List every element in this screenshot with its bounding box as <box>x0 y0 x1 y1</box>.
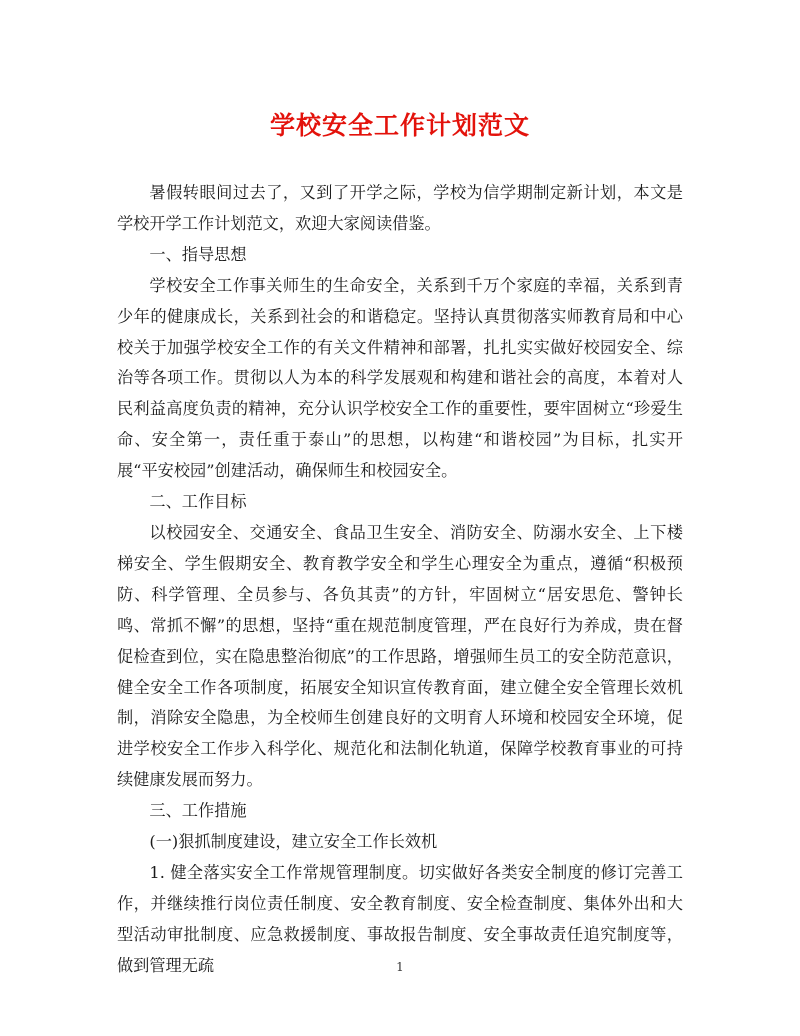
document-body <box>117 178 683 982</box>
intro-paragraph: 暑假转眼间过去了，又到了开学之际，学校为信学期制定新计划，本文是学校开学工作计划范文，欢迎大家阅读借鉴。 <box>117 183 683 233</box>
section-paragraph-guiding-ideology: 学校安全工作事关师生的生命安全，关系到千万个家庭的幸福，关系到青少年的健康成长，关系到社会的和谐稳定。坚持认真贯彻落实师教育局和中心校关于加强学校安全工作的有关文件精神和部署，扎扎实实做好校园安全、综治等各项工作。贯彻以人为本的科学发展观和构建和谐社会的高度，本着对人民利益高度负责的精神，充分认识学校安全工作的重要性，要牢固树立“珍爱生命、安全第一，责任重于泰山”的思想，以构建“和谐校园”为目标，扎实开展“平安校园”创建活动，确保师生和校园安全。 <box>117 275 683 481</box>
page-number: 1 <box>396 960 404 974</box>
section-heading-work-measures: 三、工作措施 <box>149 801 247 821</box>
section-heading-work-goals: 二、工作目标 <box>149 492 247 512</box>
section-paragraph-work-goals: 以校园安全、交通安全、食品卫生安全、消防安全、防溺水安全、上下楼梯安全、学生假期安全、教育教学安全和学生心理安全为重点，遵循“积极预防、科学管理、全员参与、各负其责”的方针，牢固树立“居安思危、警钟长鸣、常抓不懈”的思想，坚持“重在规范制度管理，严在良好行为养成，贵在督促检查到位，实在隐患整治彻底”的工作思路，增强师生员工的安全防范意识，健全安全工作各项制度，拓展安全知识宣传教育面，建立健全安全管理长效机制，消除安全隐患，为全校师生创建良好的文明育人环境和校园安全环境，促进学校安全工作步入科学化、规范化和法制化轨道，保障学校教育事业的可持续健康发展而努力。 <box>117 522 683 790</box>
section-heading-guiding-ideology: 一、指导思想 <box>149 244 247 264</box>
item-paragraph-routine-management: 1. 健全落实安全工作常规管理制度。切实做好各类安全制度的修订完善工作，并继续推行岗位责任制度、安全教育制度、安全检查制度、集体外出和大型活动审批制度、应急救援制度、事故报告制度、安全事故责任追究制度等，做到管理无疏 <box>117 862 683 975</box>
subsection-heading-system-building: (一)狠抓制度建设，建立安全工作长效机 <box>149 832 438 852</box>
document-title: 学校安全工作计划范文 <box>269 111 530 140</box>
